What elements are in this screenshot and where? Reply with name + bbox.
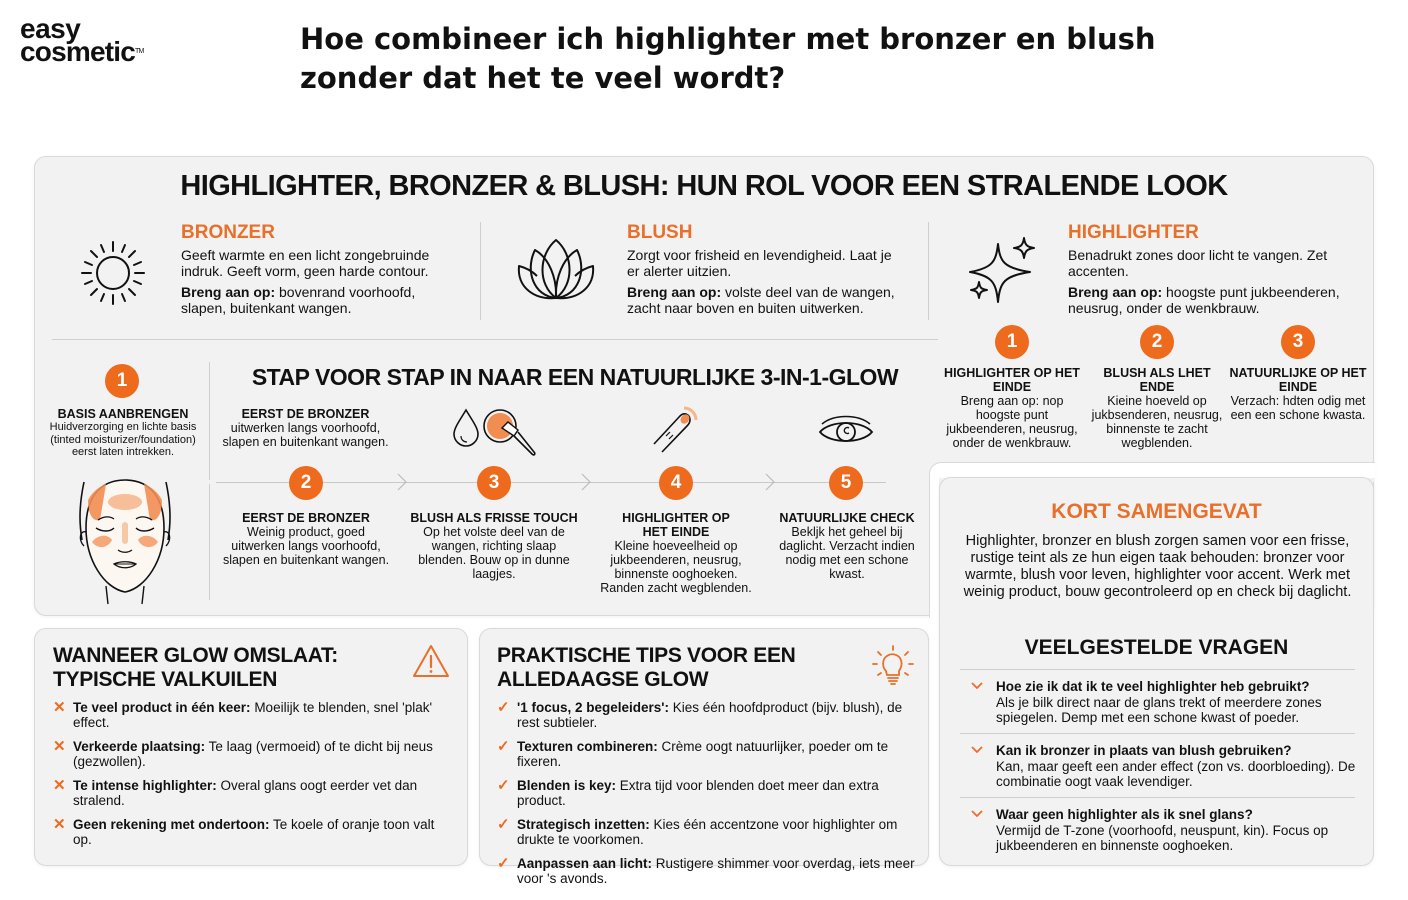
divider xyxy=(480,222,481,320)
tip-item xyxy=(497,817,922,847)
pitfall-text: Overal glans oogt eerder vet dan stralend. xyxy=(73,778,418,808)
chevron-right-icon xyxy=(760,472,780,492)
tip-text: Extra tijd voor blenden doet meer dan extra product. xyxy=(517,778,879,808)
tip-item xyxy=(497,856,922,886)
faq-item[interactable] xyxy=(966,679,1356,726)
mini-step-description: Verzach: hdten odig met een een schone kwasta. xyxy=(1230,394,1366,422)
step-description: uitwerken langs voorhoofd, slapen en buitenkant wangen. xyxy=(222,421,389,449)
chevron-right-icon xyxy=(576,472,596,492)
warning-icon xyxy=(411,643,451,679)
tips-list xyxy=(497,700,922,895)
mini-step-description: Breng aan op: nop hoogste punt jukbeenderen, neusrug, onder de wenkbrauw. xyxy=(946,394,1078,450)
sparkle-icon xyxy=(968,236,1038,306)
step-description: Huidverzorging en lichte basis (tinted moisturizer/foundation) eerst laten intrekken. xyxy=(49,421,197,458)
faq-answer: Vermijd de T-zone (voorhoofd, neuspunt, kin). Focus op jukbeenderen en binnenste ooghoeken. xyxy=(996,822,1329,853)
steps-title: STAP VOOR STAP IN NAAR EEN NATUURLIJKE 3-IN-1-GLOW xyxy=(251,364,899,390)
step-item xyxy=(410,511,578,581)
pitfall-text: Te laag (vermoeid) of te dicht bij neus (gezwollen). xyxy=(73,739,433,769)
summary-title: KORT SAMENGEVAT xyxy=(1051,500,1262,523)
tip-text: Rustigere shimmer voor overdag, iets meer voor 's avonds. xyxy=(517,856,915,886)
step-badge: 5 xyxy=(829,466,863,500)
mini-step-title: BLUSH ALS LHET ENDE xyxy=(1103,366,1211,394)
mini-step xyxy=(942,366,1082,450)
checkmark-icon: ✓ xyxy=(497,816,510,833)
cross-icon: ✕ xyxy=(53,699,66,716)
pitfall-item xyxy=(53,700,453,730)
drop-and-brush-icon xyxy=(452,406,538,462)
step-basis xyxy=(42,407,204,459)
faq-question[interactable]: Kan ik bronzer in plaats van blush gebruiken? xyxy=(996,743,1292,758)
step-title: NATUURLIJKE CHECK xyxy=(779,511,915,525)
tip-label: Aanpassen aan licht: xyxy=(517,856,653,871)
apply-label: Breng aan op: xyxy=(627,284,722,300)
role-highlighter xyxy=(1068,222,1358,316)
step-badge: 1 xyxy=(105,364,139,398)
step-title: EERST DE BRONZER xyxy=(242,511,370,525)
tip-label: Strategisch inzetten: xyxy=(517,817,650,832)
tip-text: Crème oogt natuurlijker, poeder om te fixeren. xyxy=(517,739,889,769)
mini-step-badge: 3 xyxy=(1281,325,1315,359)
cross-icon: ✕ xyxy=(53,777,66,794)
tip-item xyxy=(497,739,922,769)
faq-question[interactable]: Waar geen highlighter als ik snel glans? xyxy=(996,807,1253,822)
chevron-right-icon xyxy=(392,472,412,492)
step-title: EERST DE BRONZER xyxy=(241,407,370,421)
page-title: Hoe combineer ich highlighter met bronzer en blush zonder dat het te veel wordt? xyxy=(300,22,1156,95)
role-description: Zorgt voor frisheid en levendigheid. Laat je er alerter uitzien. xyxy=(627,247,892,279)
lotus-icon xyxy=(515,236,597,302)
pitfall-text: Moeilijk te blenden, snel 'plak' effect. xyxy=(73,700,433,730)
faq-answer: Kan, maar geeft een ander effect (zon vs. doorbloeding). De combinatie oogt vaak levendiger. xyxy=(996,758,1356,789)
chevron-down-icon[interactable] xyxy=(970,681,984,691)
role-bronzer xyxy=(181,222,461,316)
tip-text: Kies één hoofdproduct (bijv. blush), de rest subtieler. xyxy=(517,700,903,730)
tips-title: PRAKTISCHE TIPS VOOR EEN ALLEDAAGSE GLOW xyxy=(497,644,796,691)
brand-logo-word: cosmetic xyxy=(20,35,135,67)
role-apply xyxy=(181,284,461,316)
tip-label: Blenden is key: xyxy=(517,778,617,793)
face-contour-illustration xyxy=(70,470,180,605)
role-name: BLUSH xyxy=(627,222,693,243)
tip-item xyxy=(497,700,922,730)
mini-step-badge: 1 xyxy=(995,325,1029,359)
summary-text: Highlighter, bronzer en blush zorgen samen voor een frisse, rustige teint als ze hun eigen taak behouden: bronzer voor warmte, blush voor leven, highlighter voor accent. Werk met weinig product, bouw gecontroleerd op en check bij daglicht. xyxy=(963,533,1352,600)
tip-item xyxy=(497,778,922,808)
pitfall-label: Te veel product in één keer: xyxy=(73,700,251,715)
step-description: Weinig product, goed uitwerken langs voorhoofd, slapen en buitenkant wangen. xyxy=(222,525,390,567)
divider xyxy=(928,222,929,320)
faq-divider xyxy=(960,669,1355,670)
step-description: Op het volste deel van de wangen, richting slaap blenden. Bouw op in dunne laagjes. xyxy=(418,525,570,581)
mini-step-description: Kieine hoeveld op jukbsenderen, neusrug, binnenste te zacht wegblenden. xyxy=(1091,394,1223,450)
divider xyxy=(209,484,210,600)
role-description: Benadrukt zones door licht te vangen. Zet accenten. xyxy=(1068,247,1328,279)
step-title: BLUSH ALS FRISSE TOUCH xyxy=(410,511,578,525)
horizontal-divider xyxy=(52,339,938,340)
pitfall-label: Verkeerde plaatsing: xyxy=(73,739,206,754)
roles-title: HIGHLIGHTER, BRONZER & BLUSH: HUN ROL VOOR EEN STRALENDE LOOK xyxy=(180,170,1228,202)
checkmark-icon: ✓ xyxy=(497,777,510,794)
faq-divider xyxy=(960,797,1355,798)
pitfalls-list xyxy=(53,700,453,856)
checkmark-icon: ✓ xyxy=(497,855,510,872)
step-badge: 4 xyxy=(659,466,693,500)
tip-label: '1 focus, 2 begeleiders': xyxy=(517,700,669,715)
eye-icon xyxy=(818,414,874,450)
step-item xyxy=(222,511,390,567)
mini-step-badge: 2 xyxy=(1140,325,1174,359)
step-description: Kleine hoeveelheid op jukbeenderen, neusrug, binnenste ooghoeken. Randen zacht wegblenden. xyxy=(600,539,752,595)
step-description: Bekljk het geheel bij daglicht. Verzacht indien nodig met een schone kwast. xyxy=(779,525,915,581)
mini-step-title: NATUURLIJKE OP HET EINDE xyxy=(1229,366,1367,394)
pitfall-label: Geen rekening met ondertoon: xyxy=(73,817,270,832)
faq-item[interactable] xyxy=(966,807,1356,854)
pitfall-item xyxy=(53,739,453,769)
pitfall-label: Te intense highlighter: xyxy=(73,778,217,793)
role-apply xyxy=(627,284,907,316)
apply-label: Breng aan op: xyxy=(1068,284,1163,300)
mini-step xyxy=(1228,366,1368,422)
pitfall-item xyxy=(53,817,453,847)
faq-item[interactable] xyxy=(966,743,1356,790)
trademark: TM xyxy=(135,47,144,55)
cross-icon: ✕ xyxy=(53,738,66,755)
faq-title: VEELGESTELDE VRAGEN xyxy=(1024,636,1289,659)
brand-logo[interactable] xyxy=(20,13,144,67)
step-item xyxy=(776,511,918,581)
panel-gap xyxy=(929,462,1375,478)
role-description: Geeft warmte en een licht zongebruinde indruk. Geeft vorm, geen harde contour. xyxy=(181,247,430,279)
role-blush xyxy=(627,222,907,316)
faq-question[interactable]: Hoe zie ik dat ik te veel highlighter heb gebruikt? xyxy=(996,679,1310,694)
step-title: BASIS AANBRENGEN xyxy=(57,407,189,421)
checkmark-icon: ✓ xyxy=(497,738,510,755)
fingertip-icon xyxy=(650,404,702,454)
chevron-down-icon[interactable] xyxy=(970,809,984,819)
chevron-down-icon[interactable] xyxy=(970,745,984,755)
pitfall-item xyxy=(53,778,453,808)
role-name: BRONZER xyxy=(181,222,275,243)
role-name: HIGHLIGHTER xyxy=(1068,222,1199,243)
faq-answer: Als je bilk direct naar de glans trekt of meerdere zones spiegelen. Demp met een schone kwast of poeder. xyxy=(996,694,1322,725)
lightbulb-icon xyxy=(872,645,914,689)
apply-text: hoogste punt jukbeenderen, neusrug, onder de wenkbrauw. xyxy=(1068,284,1340,316)
apply-text: bovenrand voorhoofd, slapen, buitenkant wangen. xyxy=(181,284,416,316)
step-title: HIGHLIGHTER OP HET EINDE xyxy=(622,511,730,539)
sun-icon xyxy=(76,236,150,310)
step-badge: 3 xyxy=(477,466,511,500)
checkmark-icon: ✓ xyxy=(497,699,510,716)
mini-step xyxy=(1087,366,1227,450)
role-apply xyxy=(1068,284,1358,316)
panel-gap xyxy=(929,478,939,618)
brand-logo-line2 xyxy=(20,35,144,67)
brand-logo-line1: easy xyxy=(20,13,81,44)
apply-label: Breng aan op: xyxy=(181,284,276,300)
mini-step-title: HIGHLIGHTER OP HET EINDE xyxy=(944,366,1080,394)
step-intro xyxy=(218,407,393,449)
tip-label: Texturen combineren: xyxy=(517,739,658,754)
tip-text: Kies één accentzone voor highlighter om drukte te voorkomen. xyxy=(517,817,898,847)
faq-divider xyxy=(960,733,1355,734)
step-item xyxy=(596,511,756,595)
cross-icon: ✕ xyxy=(53,816,66,833)
step-badge: 2 xyxy=(289,466,323,500)
apply-text: volste deel van de wangen, zacht naar boven en buiten uitwerken. xyxy=(627,284,895,316)
pitfalls-title: WANNEER GLOW OMSLAAT: TYPISCHE VALKUILEN xyxy=(53,644,338,691)
pitfall-text: Te koele of oranje toon valt op. xyxy=(73,817,435,847)
